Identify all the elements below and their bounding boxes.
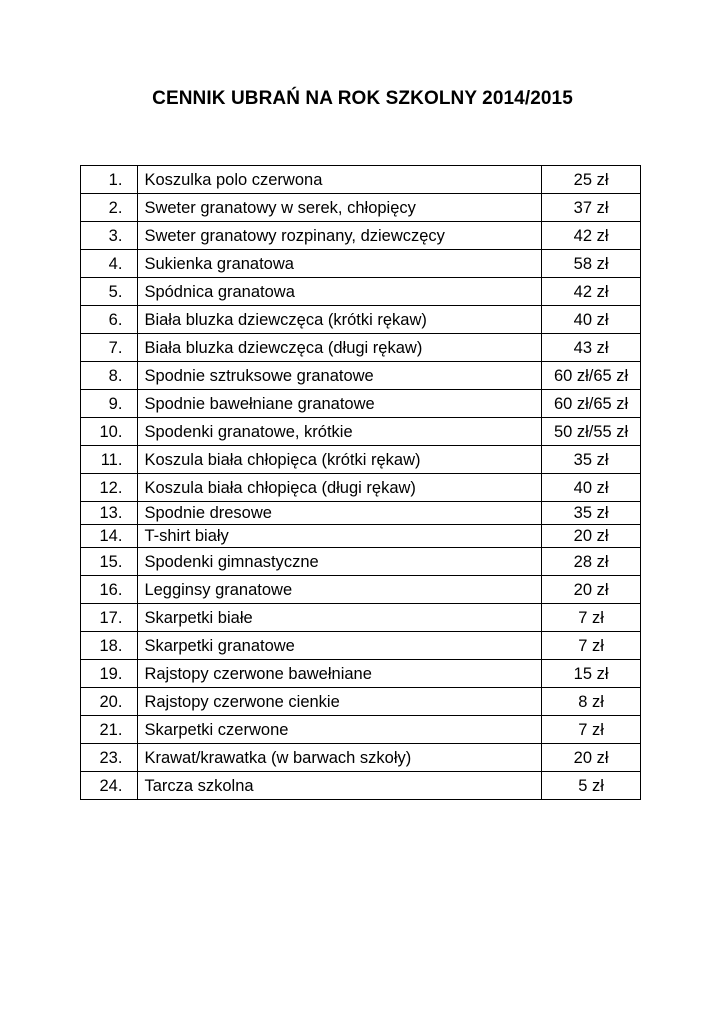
item-name: Spodnie bawełniane granatowe: [138, 390, 542, 418]
item-price: 43 zł: [542, 334, 641, 362]
row-number: 11.: [81, 446, 138, 474]
row-number: 24.: [81, 772, 138, 800]
table-row: [81, 390, 641, 418]
item-name: Skarpetki granatowe: [138, 632, 542, 660]
item-price: 7 zł: [542, 716, 641, 744]
table-row: [81, 474, 641, 502]
item-name: Krawat/krawatka (w barwach szkoły): [138, 744, 542, 772]
item-price: 42 zł: [542, 222, 641, 250]
table-row: [81, 525, 641, 548]
table-row: [81, 222, 641, 250]
item-name: Skarpetki czerwone: [138, 716, 542, 744]
table-row: [81, 278, 641, 306]
table-row: [81, 362, 641, 390]
table-row: [81, 744, 641, 772]
row-number: 2.: [81, 194, 138, 222]
item-name: Koszula biała chłopięca (długi rękaw): [138, 474, 542, 502]
row-number: 5.: [81, 278, 138, 306]
item-name: Rajstopy czerwone bawełniane: [138, 660, 542, 688]
row-number: 10.: [81, 418, 138, 446]
row-number: 7.: [81, 334, 138, 362]
item-price: 20 zł: [542, 525, 641, 548]
item-name: Biała bluzka dziewczęca (długi rękaw): [138, 334, 542, 362]
price-table: [80, 165, 641, 800]
item-price: 60 zł/65 zł: [542, 390, 641, 418]
table-row: [81, 772, 641, 800]
item-price: 7 zł: [542, 604, 641, 632]
row-number: 6.: [81, 306, 138, 334]
item-name: Legginsy granatowe: [138, 576, 542, 604]
row-number: 18.: [81, 632, 138, 660]
item-name: Koszula biała chłopięca (krótki rękaw): [138, 446, 542, 474]
item-price: 42 zł: [542, 278, 641, 306]
item-price: 58 zł: [542, 250, 641, 278]
row-number: 13.: [81, 502, 138, 525]
item-name: Biała bluzka dziewczęca (krótki rękaw): [138, 306, 542, 334]
row-number: 9.: [81, 390, 138, 418]
item-name: Spodenki gimnastyczne: [138, 548, 542, 576]
row-number: 1.: [81, 166, 138, 194]
table-row: [81, 604, 641, 632]
page-title: CENNIK UBRAŃ NA ROK SZKOLNY 2014/2015: [152, 88, 573, 109]
row-number: 17.: [81, 604, 138, 632]
row-number: 16.: [81, 576, 138, 604]
row-number: 3.: [81, 222, 138, 250]
row-number: 19.: [81, 660, 138, 688]
row-number: 23.: [81, 744, 138, 772]
table-row: [81, 548, 641, 576]
item-name: Spodnie dresowe: [138, 502, 542, 525]
item-name: Sukienka granatowa: [138, 250, 542, 278]
table-row: [81, 716, 641, 744]
table-row: [81, 194, 641, 222]
item-price: 37 zł: [542, 194, 641, 222]
table-row: [81, 660, 641, 688]
item-name: Spódnica granatowa: [138, 278, 542, 306]
item-price: 7 zł: [542, 632, 641, 660]
item-price: 35 zł: [542, 446, 641, 474]
row-number: 8.: [81, 362, 138, 390]
table-row: [81, 576, 641, 604]
item-price: 20 zł: [542, 576, 641, 604]
item-price: 50 zł/55 zł: [542, 418, 641, 446]
table-row: [81, 418, 641, 446]
row-number: 4.: [81, 250, 138, 278]
item-price: 8 zł: [542, 688, 641, 716]
item-name: T-shirt biały: [138, 525, 542, 548]
item-name: Skarpetki białe: [138, 604, 542, 632]
item-name: Sweter granatowy rozpinany, dziewczęcy: [138, 222, 542, 250]
item-name: Spodnie sztruksowe granatowe: [138, 362, 542, 390]
table-row: [81, 632, 641, 660]
item-price: 40 zł: [542, 474, 641, 502]
table-row: [81, 250, 641, 278]
row-number: 21.: [81, 716, 138, 744]
row-number: 20.: [81, 688, 138, 716]
table-row: [81, 166, 641, 194]
table-row: [81, 688, 641, 716]
item-price: 15 zł: [542, 660, 641, 688]
item-name: Koszulka polo czerwona: [138, 166, 542, 194]
item-price: 20 zł: [542, 744, 641, 772]
item-price: 35 zł: [542, 502, 641, 525]
table-row: [81, 502, 641, 525]
item-price: 5 zł: [542, 772, 641, 800]
item-price: 28 zł: [542, 548, 641, 576]
row-number: 15.: [81, 548, 138, 576]
item-price: 40 zł: [542, 306, 641, 334]
row-number: 14.: [81, 525, 138, 548]
item-name: Tarcza szkolna: [138, 772, 542, 800]
table-row: [81, 334, 641, 362]
table-row: [81, 306, 641, 334]
item-name: Sweter granatowy w serek, chłopięcy: [138, 194, 542, 222]
table-row: [81, 446, 641, 474]
item-price: 60 zł/65 zł: [542, 362, 641, 390]
item-price: 25 zł: [542, 166, 641, 194]
item-name: Rajstopy czerwone cienkie: [138, 688, 542, 716]
item-name: Spodenki granatowe, krótkie: [138, 418, 542, 446]
row-number: 12.: [81, 474, 138, 502]
